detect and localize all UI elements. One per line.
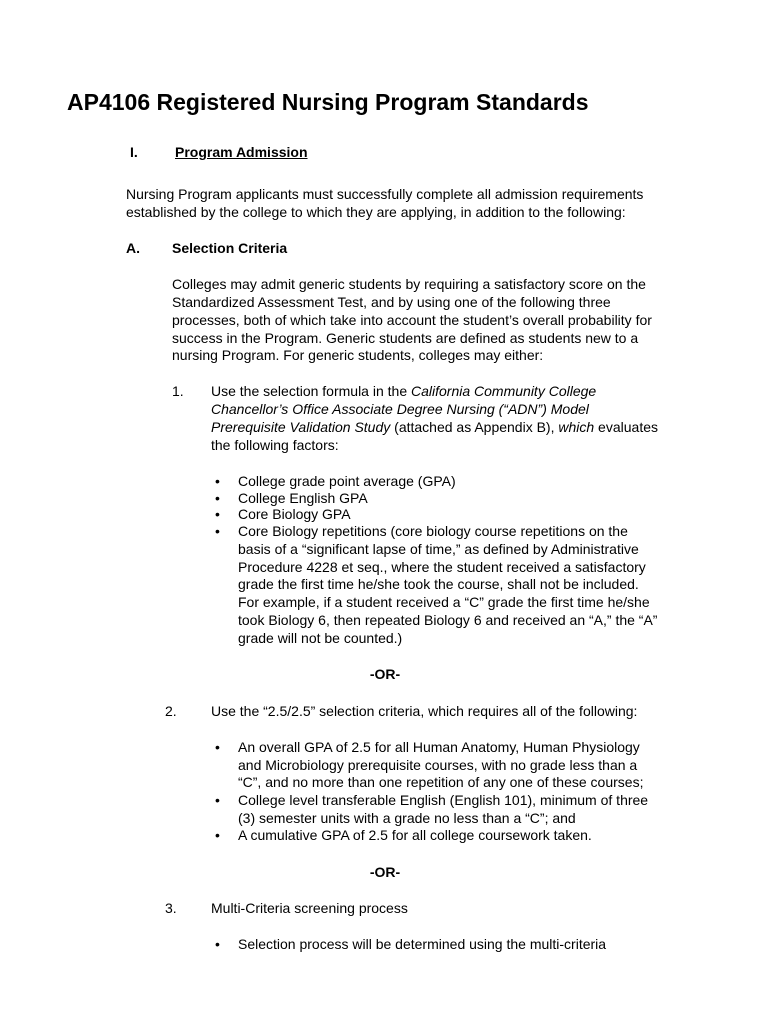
- section-numeral: I.: [130, 144, 138, 160]
- bullet-icon: •: [215, 506, 220, 522]
- section-heading: Program Admission: [175, 144, 308, 160]
- item-number: 2.: [165, 703, 177, 719]
- bullet-text: College level transferable English (English 101), minimum of three: [238, 792, 649, 808]
- bullet-text: Selection process will be determined using the multi-criteria: [238, 936, 607, 952]
- bullet-text: For example, if a student received a “C” grade the first time he/she: [238, 594, 650, 610]
- item-number: 3.: [165, 900, 177, 916]
- criteria-line: Colleges may admit generic students by requiring a satisfactory score on the: [172, 276, 646, 292]
- bullet-icon: •: [215, 739, 220, 755]
- bullet-text: grade the first time he/she took the course, shall not be included.: [238, 576, 639, 592]
- bullet-icon: •: [215, 827, 220, 843]
- bullet-icon: •: [215, 490, 220, 506]
- bullet-text: An overall GPA of 2.5 for all Human Anatomy, Human Physiology: [238, 739, 640, 755]
- bullet-icon: •: [215, 792, 220, 808]
- bullet-text: College grade point average (GPA): [238, 473, 456, 489]
- bullet-text: basis of a “significant lapse of time,” as defined by Administrative: [238, 541, 639, 557]
- criteria-line: Standardized Assessment Test, and by using one of the following three: [172, 294, 611, 310]
- bullet-text: Core Biology repetitions (core biology course repetitions on the: [238, 523, 628, 539]
- item1-line: the following factors:: [211, 437, 339, 453]
- item1-line: Prerequisite Validation Study (attached as Appendix B), which evaluates: [211, 419, 658, 435]
- bullet-text: College English GPA: [238, 490, 368, 506]
- bullet-text: grade will not be counted.): [238, 630, 403, 646]
- bullet-icon: •: [215, 523, 220, 539]
- bullet-text: “C”, and no more than one repetition of any one of these courses;: [238, 774, 644, 790]
- bullet-text: and Microbiology prerequisite courses, with no grade less than a: [238, 757, 638, 773]
- bullet-text: Procedure 4228 et seq., where the student received a satisfactory: [238, 559, 646, 575]
- item1-line: Use the selection formula in the California Community College: [211, 383, 597, 399]
- bullet-text: took Biology 6, then repeated Biology 6 and received an “A,” the “A”: [238, 612, 658, 628]
- bullet-text: (3) semester units with a grade no less than a “C”; and: [238, 810, 576, 826]
- item-number: 1.: [172, 383, 184, 399]
- bullet-text: Core Biology GPA: [238, 506, 351, 522]
- subsection-heading: Selection Criteria: [172, 240, 288, 256]
- item3-text: Multi-Criteria screening process: [211, 900, 408, 916]
- or-divider: -OR-: [369, 666, 401, 682]
- criteria-line: processes, both of which take into account the student’s overall probability for: [172, 312, 652, 328]
- criteria-line: success in the Program. Generic students are defined as students new to a: [172, 330, 639, 346]
- intro-line: established by the college to which they are applying, in addition to the following:: [126, 204, 626, 220]
- page-title: AP4106 Registered Nursing Program Standards: [67, 89, 589, 115]
- intro-line: Nursing Program applicants must successfully complete all admission requirements: [126, 186, 644, 202]
- or-divider: -OR-: [369, 864, 401, 880]
- item1-line: Chancellor’s Office Associate Degree Nursing (“ADN”) Model: [211, 401, 589, 417]
- criteria-line: nursing Program. For generic students, colleges may either:: [172, 347, 544, 363]
- bullet-icon: •: [215, 473, 220, 489]
- subsection-letter: A.: [126, 240, 140, 256]
- item2-text: Use the “2.5/2.5” selection criteria, which requires all of the following:: [211, 703, 638, 719]
- bullet-text: A cumulative GPA of 2.5 for all college coursework taken.: [238, 827, 592, 843]
- bullet-icon: •: [215, 936, 220, 952]
